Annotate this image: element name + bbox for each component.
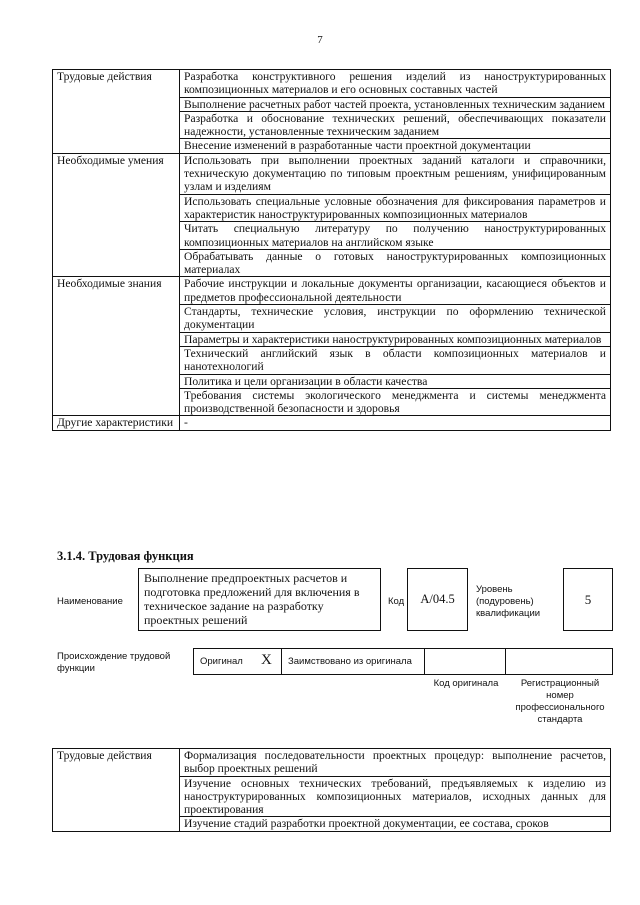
table-cell: Разработка конструктивного решения изделий из наноструктурированных композиционных материалов и его основных составных частей [180,70,611,98]
table-cell: Требования системы экологического менеджмента и системы менеджмента производственной безопасности и здоровья [180,388,611,416]
row-header: Необходимые умения [53,153,180,277]
table-row [53,70,611,98]
borrowed-label: Заимствовано из оригинала [288,656,412,667]
table-cell: Рабочие инструкции и локальные документы организации, касающиеся объектов и предметов профессиональной деятельности [180,277,611,305]
row-header: Трудовые действия [53,70,180,154]
table-row [53,153,611,194]
table-cell: Изучение основных технических требований, предъявляемых к изделию из наноструктурированных композиционных материалов, исходных данных для проектирования [180,776,611,817]
table-cell: Технический английский язык в области композиционных материалов и нанотехнологий [180,346,611,374]
divider [281,648,282,675]
table-row [53,749,611,777]
table-cell: Изучение стадий разработки проектной документации, ее состава, сроков [180,817,611,831]
code-box [407,568,468,631]
section-title: 3.1.4. Трудовая функция [57,549,194,563]
divider [505,648,506,675]
table-cell: Формализация последовательности проектных процедур: выполнение расчетов, выбор проектных решений [180,749,611,777]
table-cell: Стандарты, технические условия, инструкции по оформлению технической документации [180,305,611,333]
code-label: Код [388,596,405,607]
table-cell: Внесение изменений в разработанные части проектной документации [180,139,611,153]
page-number: 7 [317,34,323,46]
table-row [53,416,611,430]
labor-actions-table [52,748,611,832]
table-cell: - [180,416,611,430]
code-value: А/04.5 [420,592,455,606]
table-cell: Политика и цели организации в области качества [180,374,611,388]
table-cell: Читать специальную литературу по получению наноструктурированных композиционных материалов на английском языке [180,222,611,250]
reg-number-label: Регистрационный номер профессионального стандарта [515,678,605,725]
table-cell: Выполнение расчетных работ частей проекта, установленных техническим заданием [180,97,611,111]
level-box [563,568,613,631]
level-label: Уровень (подуровень) квалификации [476,584,541,619]
row-header: Другие характеристики [53,416,180,430]
table-cell: Использовать при выполнении проектных заданий каталоги и справочники, техническую документацию по типовым проектным решениям, унифицированным узлам и изделиям [180,153,611,194]
origin-label: Происхождение трудовой функции [57,651,171,674]
table-cell: Разработка и обоснование технических решений, обеспечивающих показатели надежности, установленные техническим заданием [180,111,611,139]
table-cell: Параметры и характеристики наноструктурированных композиционных материалов [180,332,611,346]
orig-code-label: Код оригинала [433,678,499,689]
labor-function-table [52,69,611,431]
table-row [53,277,611,305]
divider [424,648,425,675]
row-header: Трудовые действия [53,749,180,832]
name-label: Наименование [57,596,123,607]
level-value: 5 [584,592,592,607]
function-name: Выполнение предпроектных расчетов и подготовка предложений для включения в техническое задание на разработку проектных решений [144,571,360,627]
row-header: Необходимые знания [53,277,180,416]
original-mark: X [261,652,272,668]
original-label: Оригинал [200,656,243,667]
function-name-box [138,568,381,631]
table-cell: Использовать специальные условные обозначения для фиксирования параметров и характеристик наноструктурированных композиционных материалов [180,194,611,222]
table-cell: Обрабатывать данные о готовых наноструктурированных композиционных материалах [180,249,611,277]
